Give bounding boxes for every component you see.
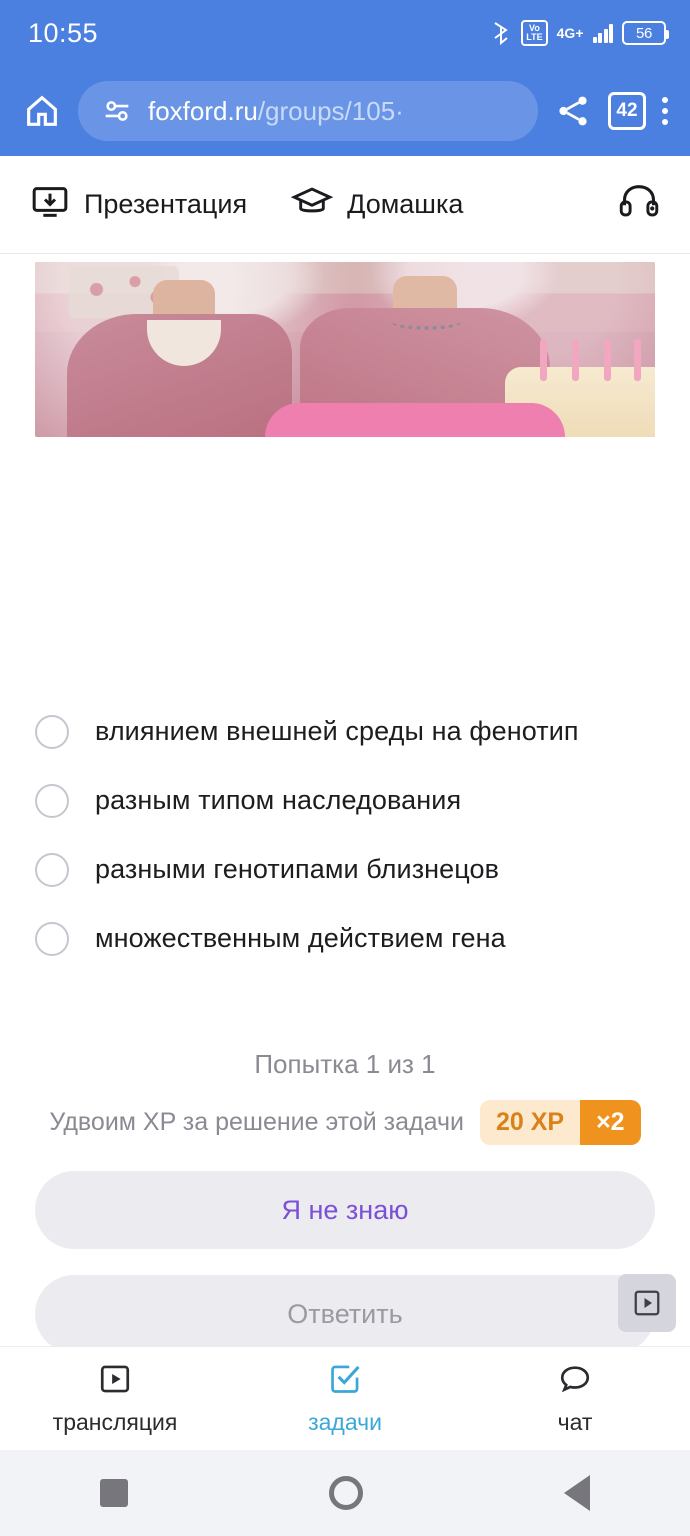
xp-bonus-text: Удвоим XP за решение этой задачи: [49, 1108, 464, 1136]
lesson-header: [0, 156, 690, 254]
url-bar[interactable]: [78, 81, 538, 141]
status-bar: [0, 0, 690, 66]
xp-amount: 20 XP: [480, 1100, 580, 1145]
radio-button[interactable]: [35, 715, 69, 749]
tab-broadcast-label: трансляция: [52, 1408, 178, 1435]
recents-square-icon[interactable]: [100, 1479, 128, 1507]
home-circle-icon[interactable]: [329, 1476, 363, 1510]
broadcast-play-icon: [98, 1362, 132, 1401]
task-image: [35, 262, 655, 437]
url-path: /groups/105·: [257, 95, 404, 126]
bluetooth-icon: [490, 20, 512, 46]
answer-option[interactable]: [35, 766, 655, 835]
url-host: foxford.ru: [148, 95, 258, 126]
share-icon[interactable]: [554, 92, 592, 130]
url-text: [148, 96, 404, 127]
tab-count-button[interactable]: 42: [608, 92, 646, 130]
volte-icon: Vo LTE: [521, 20, 547, 47]
photo-candle: [604, 339, 611, 381]
tab-chat[interactable]: [460, 1362, 690, 1436]
home-icon[interactable]: [22, 91, 62, 131]
play-video-icon[interactable]: [618, 1274, 676, 1332]
tab-broadcast[interactable]: [0, 1362, 230, 1436]
photo-candle: [572, 339, 579, 381]
tasks-checkbox-icon: [328, 1362, 362, 1401]
back-triangle-icon[interactable]: [564, 1475, 590, 1511]
answer-options: [0, 697, 690, 973]
network-type-label: 4G+: [556, 25, 584, 41]
presentation-button[interactable]: [30, 182, 247, 227]
answer-option[interactable]: [35, 697, 655, 766]
bottom-tab-bar: [0, 1346, 690, 1450]
task-content: [0, 254, 690, 1346]
headset-support-icon[interactable]: [618, 181, 660, 228]
android-nav-bar: [0, 1450, 690, 1536]
xp-bonus-row: [0, 1100, 690, 1145]
photo-candle: [634, 339, 641, 381]
battery-indicator: 56: [622, 21, 666, 45]
answer-label: множественным действием гена: [95, 923, 506, 953]
photo-necklace: [391, 314, 461, 330]
submit-answer-button[interactable]: Ответить: [35, 1275, 655, 1346]
homework-label: Домашка: [347, 189, 464, 219]
more-options-icon[interactable]: [662, 97, 668, 125]
radio-button[interactable]: [35, 922, 69, 956]
dont-know-button[interactable]: Я не знаю: [35, 1171, 655, 1249]
xp-badge: [480, 1100, 641, 1145]
tab-tasks[interactable]: [230, 1362, 460, 1436]
download-presentation-icon: [30, 182, 70, 227]
status-clock: 10:55: [28, 17, 99, 48]
radio-button[interactable]: [35, 784, 69, 818]
status-icons: [490, 20, 666, 47]
answer-option[interactable]: [35, 904, 655, 973]
attempt-counter: Попытка 1 из 1: [254, 1049, 436, 1079]
photo-candle: [540, 339, 547, 381]
radio-button[interactable]: [35, 853, 69, 887]
answer-label: влиянием внешней среды на фенотип: [95, 716, 579, 746]
answer-label: разным типом наследования: [95, 785, 462, 815]
browser-toolbar: [0, 66, 690, 156]
chat-bubble-icon: [558, 1362, 592, 1401]
graduation-cap-icon: [291, 181, 333, 228]
tab-chat-label: чат: [557, 1408, 593, 1435]
xp-multiplier: ×2: [580, 1100, 641, 1145]
photo-fabric: [265, 403, 565, 437]
answer-option[interactable]: [35, 835, 655, 904]
task-photo: [35, 262, 655, 437]
answer-label: разными генотипами близнецов: [95, 854, 500, 884]
signal-bars-icon: [593, 23, 614, 43]
homework-button[interactable]: [291, 181, 463, 228]
presentation-label: Презентация: [84, 189, 248, 219]
tab-tasks-label: задачи: [308, 1408, 382, 1435]
site-settings-icon[interactable]: [100, 94, 134, 128]
